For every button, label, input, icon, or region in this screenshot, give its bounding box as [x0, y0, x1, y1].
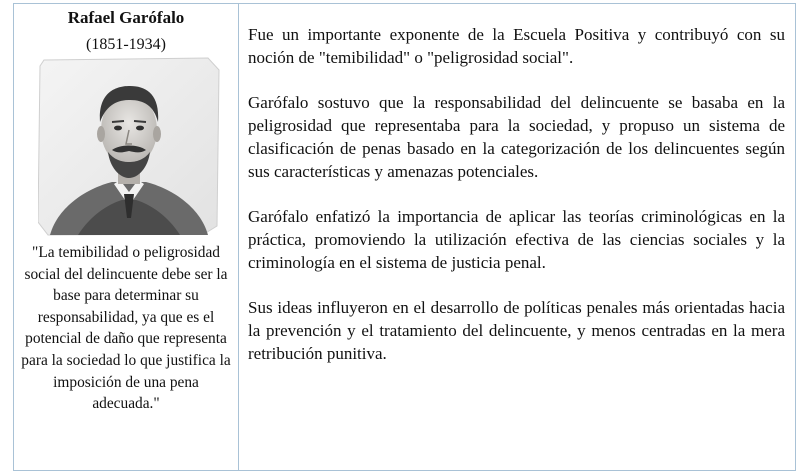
paragraph-4: Sus ideas influyeron en el desarrollo de políticas penales más orientadas hacia la prevención y el tratamiento del delincuente, y menos centradas en la mera retribución punitiva. [248, 298, 785, 363]
portrait-photo [38, 56, 220, 236]
paragraph-3: Garófalo enfatizó la importancia de aplicar las teorías criminológicas en la práctica, promoviendo la utilización efectiva de las ciencias sociales y la criminología en el sistema de justicia penal. [248, 207, 785, 272]
quote-text: "La temibilidad o peligrosidad social del delincuente debe ser la base para determinar su responsabilidad, ya que es el potencial de daño que representa para la sociedad lo que justifica la imposición de una pena adecuada." [21, 244, 231, 413]
person-name: Rafael Garófalo [67, 8, 185, 27]
person-years: (1851-1934) [86, 36, 166, 53]
profile-column [14, 4, 238, 470]
description-column [248, 24, 785, 388]
paragraph-2: Garófalo sostuvo que la responsabilidad del delincuente se basaba en la peligrosidad que representaba para la sociedad, y propuso un sistema de clasificación de penas basado en la categorización de los delincuentes según sus características y amenazas potenciales. [248, 93, 785, 181]
column-divider [238, 3, 239, 471]
portrait-photo-icon [38, 56, 220, 236]
paragraph-1: Fue un importante exponente de la Escuela Positiva y contribuyó con su noción de "temibilidad" o "peligrosidad social". [248, 25, 785, 67]
